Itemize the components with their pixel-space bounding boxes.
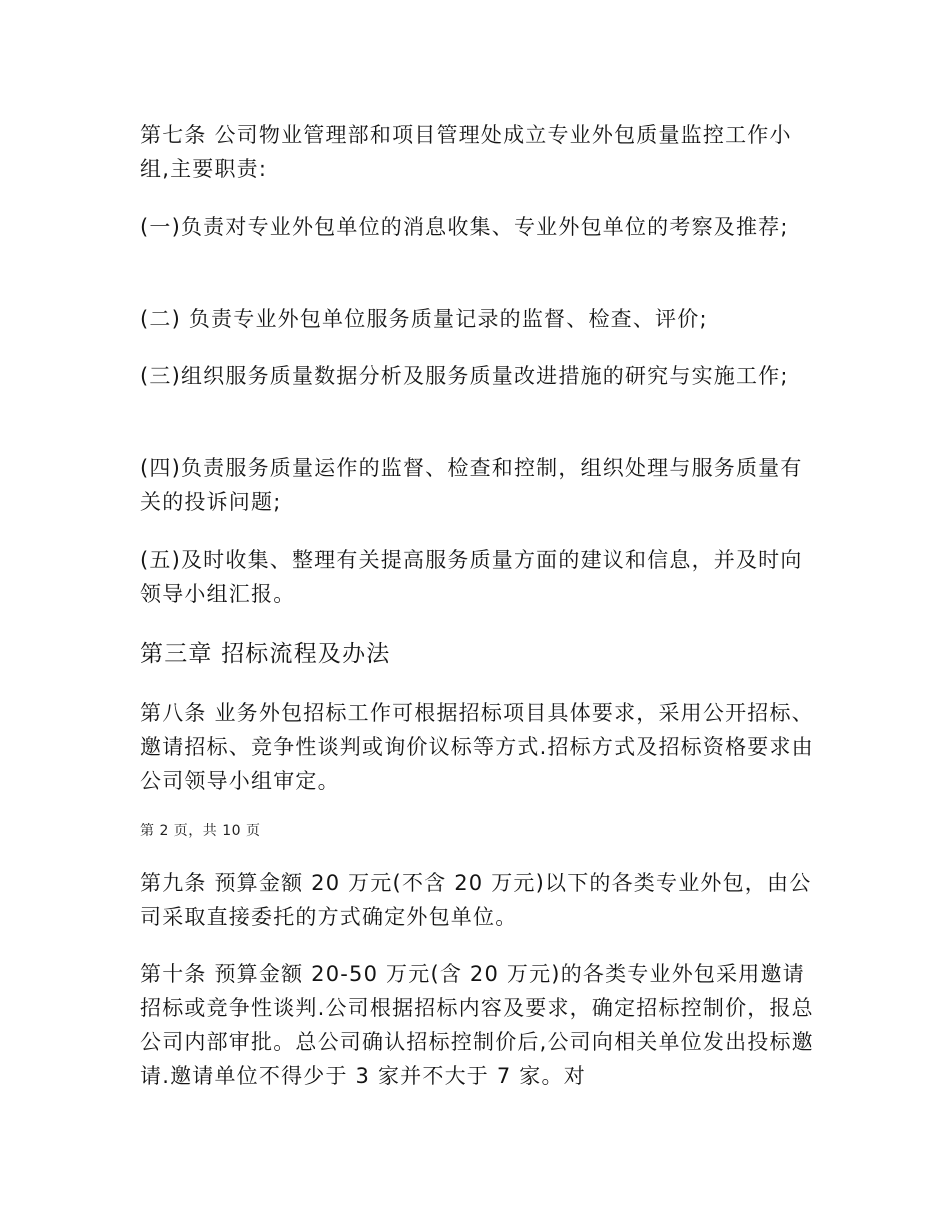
article-8-paragraph: 第八条 业务外包招标工作可根据招标项目具体要求，采用公开招标、邀请招标、竞争性谈判或询价议标等方式.招标方式及招标资格要求由公司领导小组审定。 [140, 701, 814, 793]
page-number-footer: 第 2 页，共 10 页 [140, 823, 261, 839]
duty-item-5: (五)及时收集、整理有关提高服务质量方面的建议和信息，并及时向领导小组汇报。 [140, 548, 803, 606]
duty-item-2: (二) 负责专业外包单位服务质量记录的监督、检查、评价; [140, 307, 708, 331]
article-9-paragraph: 第九条 预算金额 20 万元(不含 20 万元)以下的各类专业外包，由公司采取直接委托的方式确定外包单位。 [140, 871, 812, 929]
article-10-paragraph: 第十条 预算金额 20-50 万元(含 20 万元)的各类专业外包采用邀请招标或竞争性谈判.公司根据招标内容及要求，确定招标控制价，报总公司内部审批。总公司确认招标控制价后,公司向相关单位发出投标邀请.邀请单位不得少于 3 家并不大于 7 家。对 [140, 962, 814, 1088]
duty-item-1: (一)负责对专业外包单位的消息收集、专业外包单位的考察及推荐; [140, 215, 789, 239]
chapter-3-heading: 第三章 招标流程及办法 [140, 641, 391, 667]
duty-item-3: (三)组织服务质量数据分析及服务质量改进措施的研究与实施工作; [140, 364, 789, 388]
duty-item-4: (四)负责服务质量运作的监督、检查和控制，组织处理与服务质量有关的投诉问题; [140, 456, 803, 514]
article-7-paragraph: 第七条 公司物业管理部和项目管理处成立专业外包质量监控工作小组,主要职责: [140, 123, 792, 181]
